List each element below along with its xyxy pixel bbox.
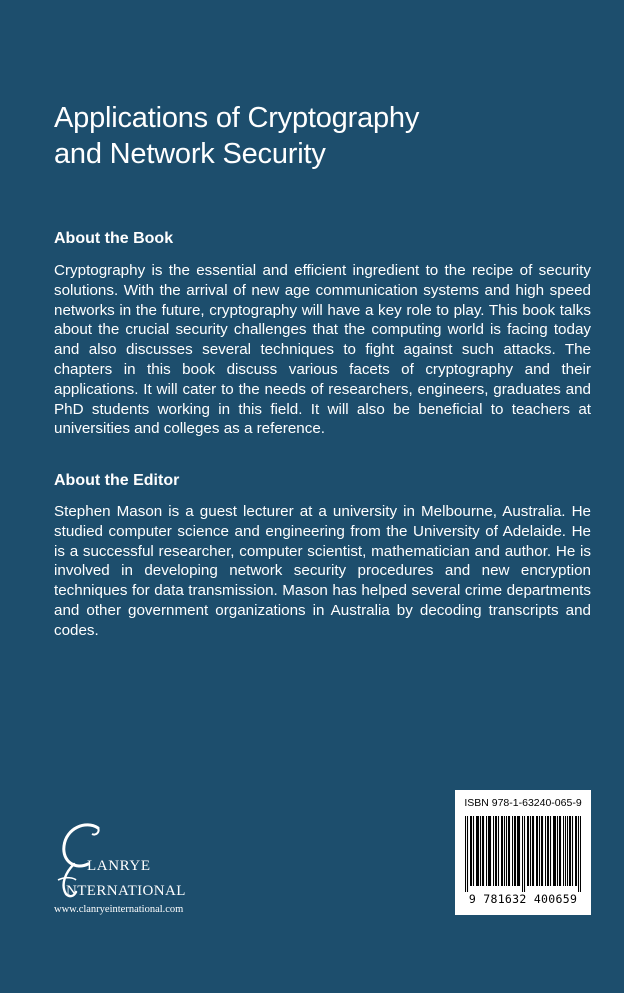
barcode-bar — [560, 816, 561, 886]
barcode-bar — [478, 816, 479, 886]
barcode-bar — [530, 816, 531, 886]
barcode-bar — [495, 816, 496, 886]
barcode-bar — [572, 816, 573, 886]
title-line-1: Applications of Cryptography — [54, 102, 420, 134]
barcode-bar — [554, 816, 555, 886]
barcode-bar — [575, 816, 576, 886]
barcode-bar — [545, 816, 546, 886]
barcode-bar — [547, 816, 548, 886]
barcode-bar — [559, 816, 560, 886]
publisher-name-part1: LANRYE — [87, 858, 151, 874]
barcode-bar — [537, 816, 538, 886]
barcode-bar — [555, 816, 556, 886]
barcode-bar — [527, 816, 528, 886]
barcode-bar — [522, 816, 523, 892]
barcode-bar — [532, 816, 533, 886]
barcode-bar — [578, 816, 579, 892]
barcode-bar — [482, 816, 483, 886]
about-book-heading: About the Book — [54, 230, 174, 247]
barcode-bar — [550, 816, 551, 886]
barcode-bar — [539, 816, 540, 886]
barcode-bar — [470, 816, 471, 886]
publisher-name-part2: NTERNATIONAL — [66, 883, 186, 899]
barcode-bar — [514, 816, 515, 886]
barcode-bar — [519, 816, 520, 886]
barcode-bar — [548, 816, 549, 886]
barcode-bar — [471, 816, 472, 886]
barcode-bar — [489, 816, 490, 886]
about-editor-text: Stephen Mason is a guest lecturer at a university in Melbourne, Australia. He studied computer science and engineering from the University of Adelaide. He is a successful researcher, computer scientist, mathematician and author. He is involved in developing network security procedures and new encryption techniques for data transmission. Mason has helped several crime departments and other government organizations in Australia by decoding transcripts and codes. — [54, 503, 591, 639]
barcode — [465, 816, 581, 892]
barcode-bar — [517, 816, 518, 886]
barcode-bar — [557, 816, 558, 886]
barcode-bar — [512, 816, 513, 886]
barcode-bar — [501, 816, 502, 886]
barcode-bar — [524, 816, 525, 892]
barcode-bar — [569, 816, 570, 886]
barcode-bar — [576, 816, 577, 886]
barcode-bar — [498, 816, 499, 886]
barcode-bar — [515, 816, 516, 886]
barcode-bar — [509, 816, 510, 886]
barcode-bar — [473, 816, 474, 886]
barcode-bar — [490, 816, 491, 886]
barcode-bar — [476, 816, 477, 886]
barcode-bar — [493, 816, 494, 886]
barcode-bar — [580, 816, 581, 892]
title-line-2: and Network Security — [54, 138, 326, 170]
about-book-text: Cryptography is the essential and efficient ingredient to the recipe of security solutions. With the arrival of new age communication systems and high speed networks in the future, cryptography will have a key role to play. This book talks about the crucial security challenges that the computing world is facing today and also discusses several techniques to fight against such attacks. The chapters in this book discuss various facets of cryptography and their applications. It will cater to the needs of researchers, engineers, graduates and PhD students working in this field. It will also be beneficial to teachers at universities and colleges as a reference. — [54, 262, 591, 438]
barcode-bar — [570, 816, 571, 886]
barcode-bar — [477, 816, 478, 886]
barcode-bar — [502, 816, 503, 886]
barcode-bar — [486, 816, 487, 886]
barcode-bar — [508, 816, 509, 886]
barcode-bar — [496, 816, 497, 886]
publisher-url: www.clanryeinternational.com — [54, 904, 184, 915]
about-editor-heading: About the Editor — [54, 472, 180, 489]
barcode-bar — [528, 816, 529, 886]
publisher-logo — [52, 820, 232, 920]
barcode-bar — [480, 816, 481, 886]
isbn-label: ISBN 978-1-63240-065-9 — [464, 797, 582, 809]
book-title — [54, 100, 574, 172]
barcode-bar — [467, 816, 468, 892]
barcode-bar — [553, 816, 554, 886]
barcode-bar — [465, 816, 466, 892]
barcode-bar — [565, 816, 566, 886]
barcode-bar — [488, 816, 489, 886]
barcode-bar — [483, 816, 484, 886]
barcode-bar — [506, 816, 507, 886]
barcode-bar — [542, 816, 543, 886]
barcode-bar — [563, 816, 564, 886]
barcode-bar — [541, 816, 542, 886]
barcode-digits: 9 781632 400659 — [468, 892, 578, 906]
barcode-bar — [567, 816, 568, 886]
barcode-bar — [533, 816, 534, 886]
barcode-bar — [536, 816, 537, 886]
barcode-bar — [518, 816, 519, 886]
barcode-bar — [504, 816, 505, 886]
isbn-barcode-box — [455, 790, 591, 915]
